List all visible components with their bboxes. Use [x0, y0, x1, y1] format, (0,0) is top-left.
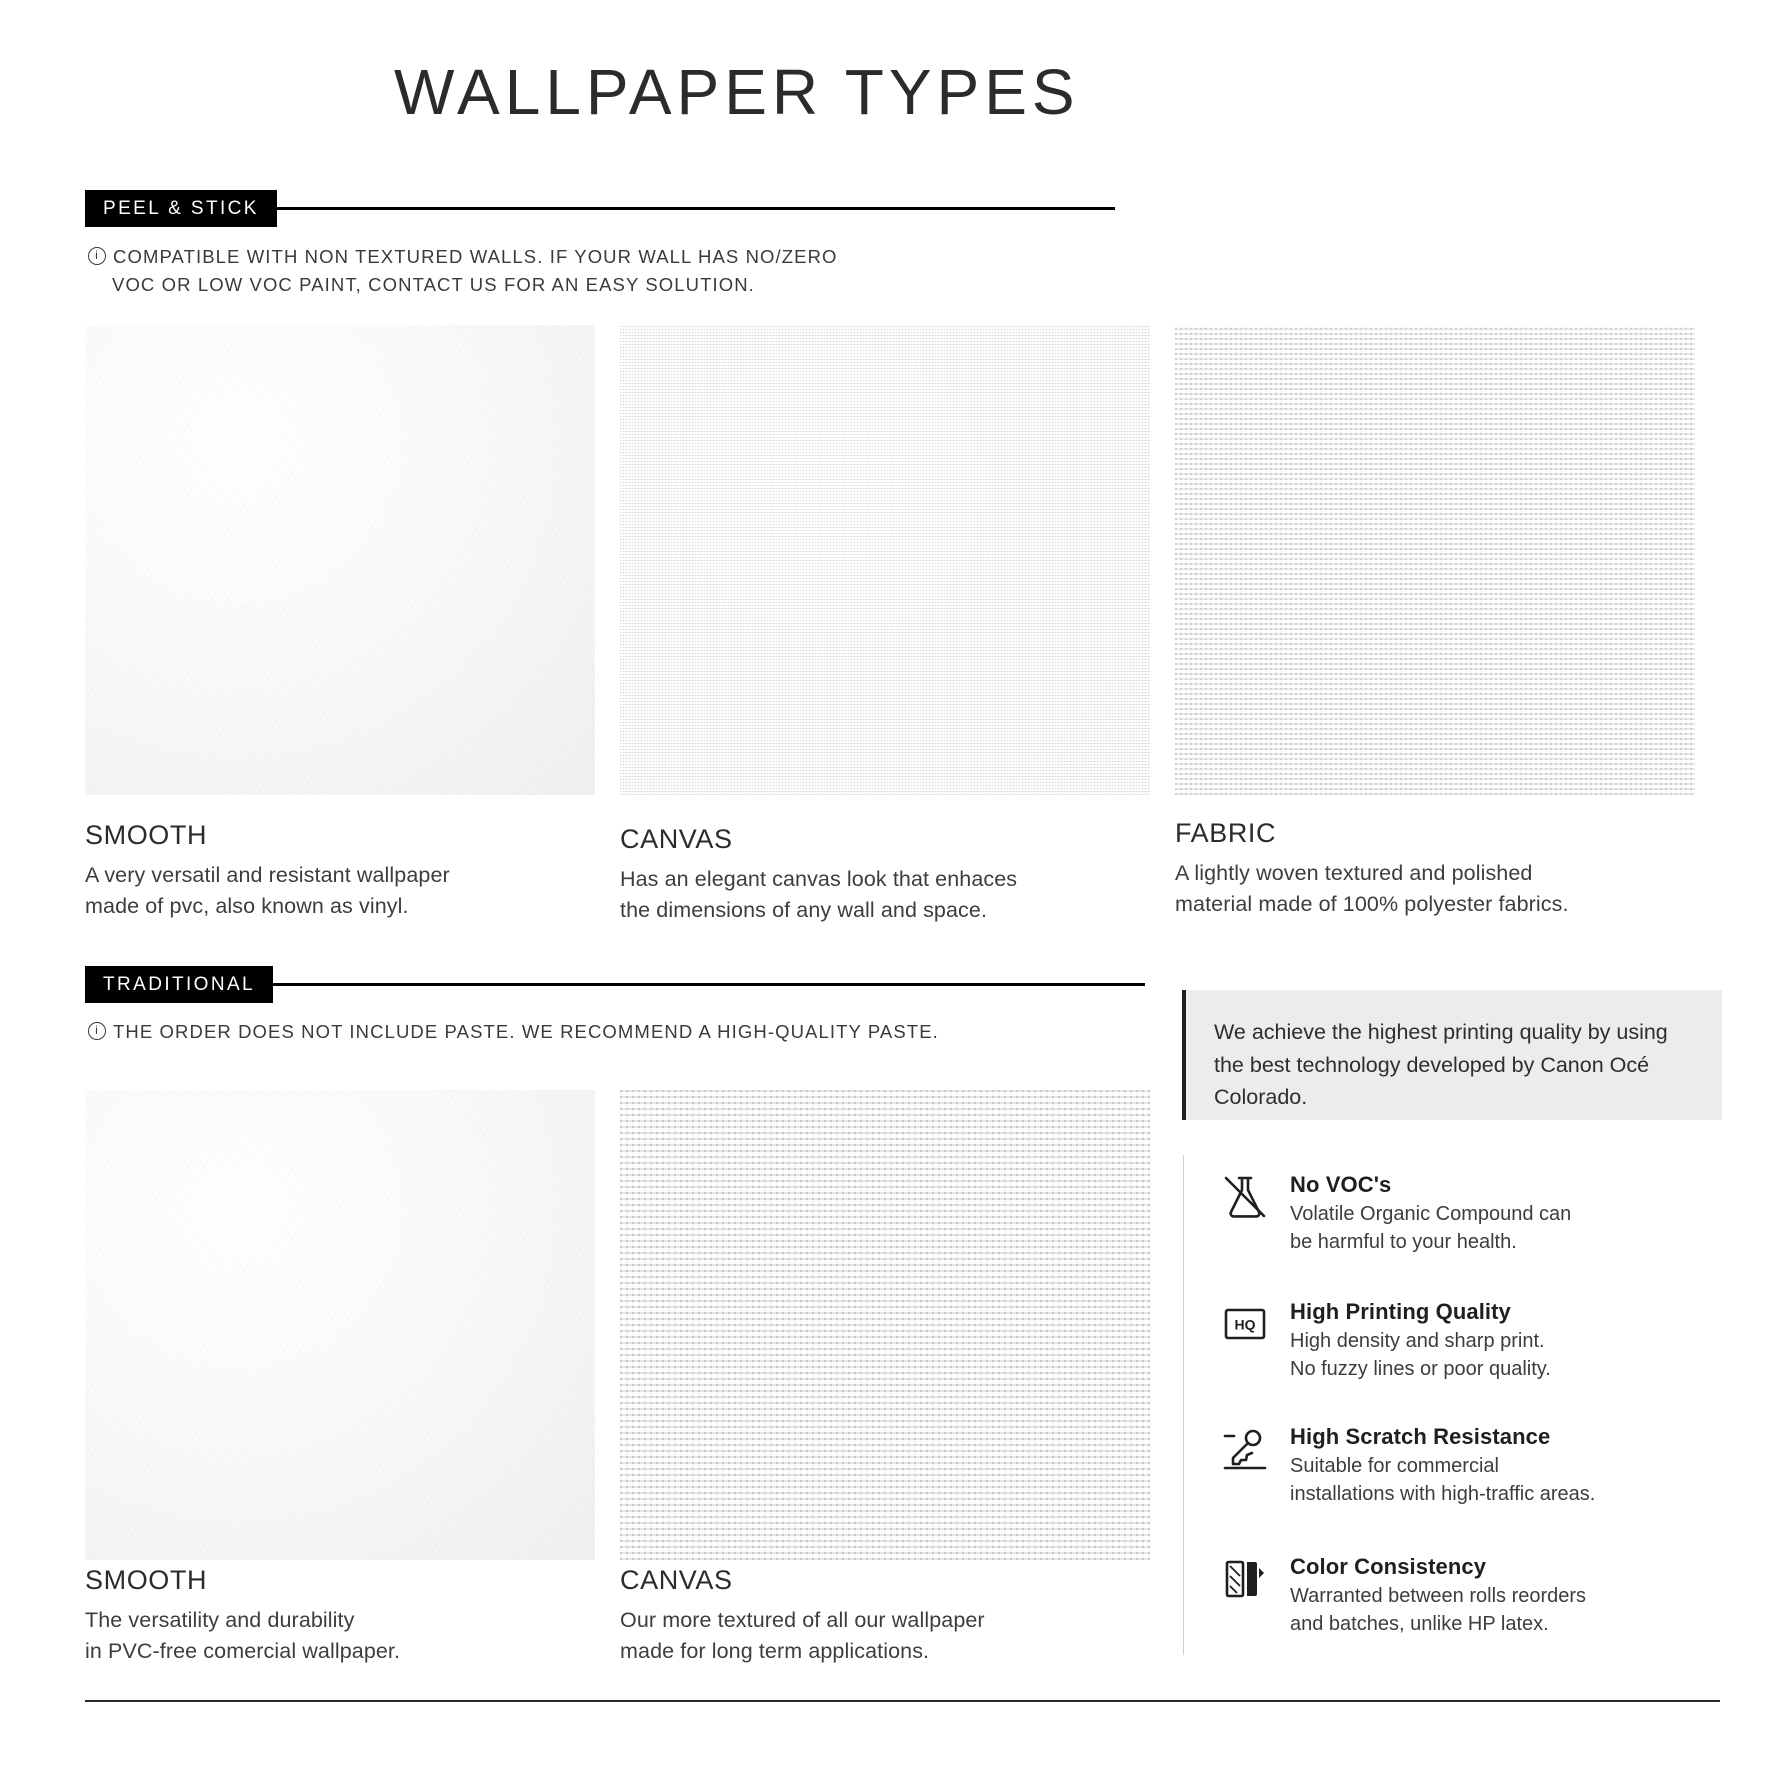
note-peel-and-stick — [88, 243, 1038, 299]
feature-desc — [1290, 1328, 1551, 1383]
footer-rule — [85, 1700, 1720, 1702]
swatch-traditional-smooth — [85, 1090, 595, 1560]
svg-text:HQ: HQ — [1234, 1316, 1256, 1333]
section-rule — [273, 983, 1145, 986]
caption-desc-traditional-canvas — [620, 1605, 1160, 1666]
section-rule — [277, 207, 1115, 210]
feature-desc-line-1: Warranted between rolls reorders — [1290, 1585, 1587, 1607]
caption-desc-peel-fabric — [1175, 858, 1715, 919]
note-traditional — [88, 1018, 1088, 1046]
note-line-2: VOC OR LOW VOC PAINT, CONTACT US FOR AN EASY SOLUTION. — [112, 273, 755, 295]
section-header-peel-and-stick — [85, 190, 1115, 227]
caption-title-traditional-canvas: CANVAS — [620, 1565, 733, 1595]
swatch-peel-smooth — [85, 325, 595, 795]
quote-text: We achieve the highest printing quality by using the best technology developed by Canon Océ Colorado. — [1214, 1020, 1668, 1110]
feature-high-scratch-resistance — [1218, 1422, 1718, 1508]
section-tag-traditional: TRADITIONAL — [85, 966, 273, 1003]
caption-desc-traditional-smooth — [85, 1605, 605, 1666]
feature-desc — [1290, 1583, 1586, 1638]
caption-desc-line-2: in PVC-free comercial wallpaper. — [85, 1638, 401, 1663]
swatch-peel-fabric — [1175, 325, 1695, 795]
note-line-1: THE ORDER DOES NOT INCLUDE PASTE. WE RECOMMEND A HIGH-QUALITY PASTE. — [113, 1021, 939, 1042]
hq-print-icon — [1218, 1297, 1272, 1351]
info-icon — [88, 247, 106, 265]
page-title: WALLPAPER TYPES — [394, 56, 1080, 128]
swatch-peel-canvas — [620, 325, 1150, 795]
feature-desc-line-2: installations with high-traffic areas. — [1290, 1482, 1596, 1505]
feature-desc — [1290, 1453, 1595, 1508]
section-header-traditional — [85, 966, 1145, 1003]
caption-title-peel-fabric: FABRIC — [1175, 818, 1277, 848]
feature-desc-line-1: Suitable for commercial — [1290, 1455, 1499, 1477]
scratch-resistance-icon — [1218, 1422, 1272, 1476]
feature-title: High Printing Quality — [1290, 1299, 1511, 1324]
caption-desc-line-2: made for long term applications. — [620, 1638, 930, 1663]
feature-desc-line-1: High density and sharp print. — [1290, 1330, 1545, 1352]
swatch-traditional-canvas — [620, 1090, 1150, 1560]
note-line-1: COMPATIBLE WITH NON TEXTURED WALLS. IF YOUR WALL HAS NO/ZERO — [113, 246, 838, 267]
caption-desc-peel-canvas — [620, 864, 1160, 925]
caption-desc-line-2: the dimensions of any wall and space. — [620, 897, 988, 922]
feature-title: High Scratch Resistance — [1290, 1424, 1551, 1449]
feature-title: Color Consistency — [1290, 1554, 1487, 1579]
info-icon — [88, 1022, 106, 1040]
feature-desc-line-2: and batches, unlike HP latex. — [1290, 1612, 1549, 1635]
section-tag-peel-and-stick: PEEL & STICK — [85, 190, 277, 227]
quality-quote-box — [1182, 990, 1722, 1120]
caption-desc-line-1: Our more textured of all our wallpaper — [620, 1608, 985, 1632]
color-consistency-icon — [1218, 1552, 1272, 1606]
caption-desc-line-2: made of pvc, also known as vinyl. — [85, 893, 409, 918]
feature-desc-line-2: be harmful to your health. — [1290, 1230, 1517, 1253]
caption-desc-line-1: Has an elegant canvas look that enhaces — [620, 867, 1018, 891]
feature-color-consistency — [1218, 1552, 1718, 1638]
caption-desc-peel-smooth — [85, 860, 605, 921]
caption-desc-line-1: The versatility and durability — [85, 1608, 355, 1632]
feature-title: No VOC's — [1290, 1172, 1392, 1197]
feature-desc — [1290, 1201, 1571, 1256]
caption-desc-line-2: material made of 100% polyester fabrics. — [1175, 891, 1569, 916]
feature-desc-line-2: No fuzzy lines or poor quality. — [1290, 1357, 1551, 1380]
feature-desc-line-1: Volatile Organic Compound can — [1290, 1203, 1572, 1225]
no-voc-icon — [1218, 1170, 1272, 1224]
caption-desc-line-1: A lightly woven textured and polished — [1175, 861, 1533, 885]
feature-no-vocs — [1218, 1170, 1718, 1256]
caption-title-peel-canvas: CANVAS — [620, 824, 733, 854]
caption-title-traditional-smooth: SMOOTH — [85, 1565, 208, 1595]
feature-high-printing-quality — [1218, 1297, 1718, 1383]
sidebar-divider — [1183, 1155, 1184, 1655]
caption-desc-line-1: A very versatil and resistant wallpaper — [85, 863, 450, 887]
caption-title-peel-smooth: SMOOTH — [85, 820, 208, 850]
